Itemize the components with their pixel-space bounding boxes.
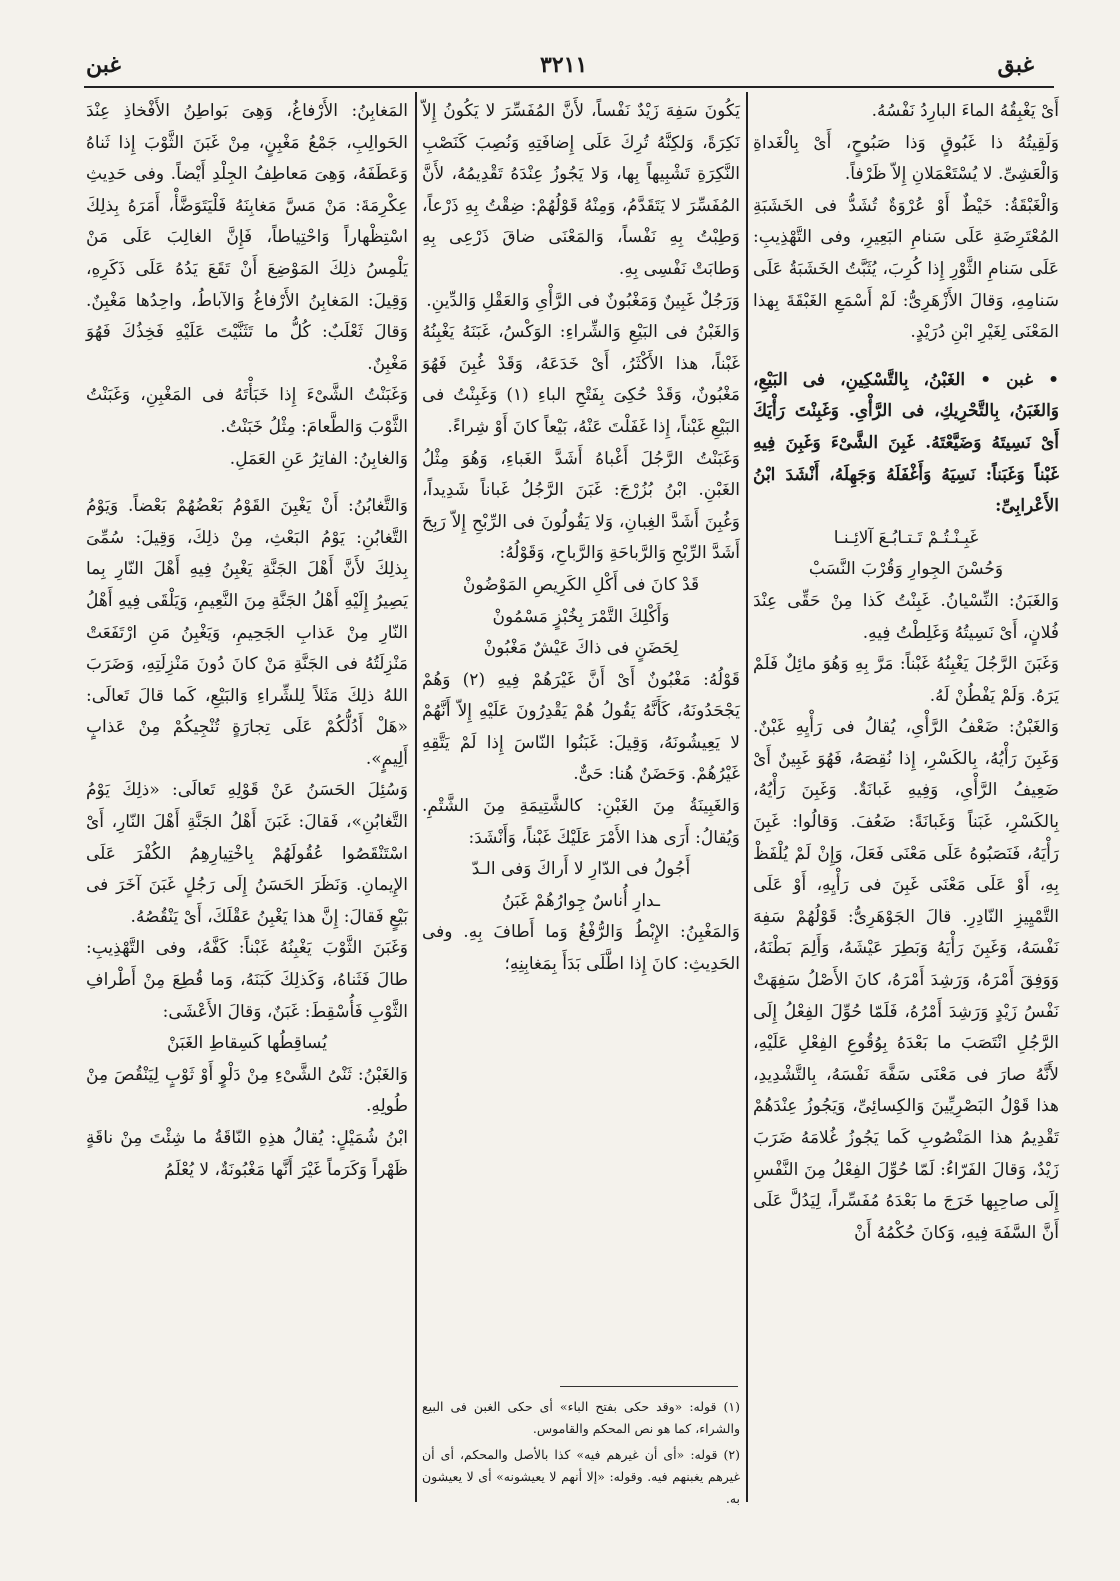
paragraph: المَغابِنُ: الأَرْفاغُ، وَهِىَ بَواطِنُ الأَفْخاذِ عِنْدَ الحَوالِبِ، جَمْعُ مَغْبِنٍ، مِنْ غَبَنَ الثَّوْبَ إِذا ثَناهُ وَعَطَفَهُ، وَهِىَ مَعاطِفُ الجِلْدِ أَيْضاً. وفى حَدِيثِ عِكْرِمَةَ: مَنْ مَسَّ مَغابِنَهُ فَلْيَتَوَضَّأْ، أَمَرَهُ بِذلِكَ اسْتِظْهاراً وَاحْتِياطاً، فَإِنَّ الغالِبَ عَلَى مَنْ يَلْمِسُ ذلِكَ المَوْضِعَ أَنْ تَقَعَ يَدُهُ عَلَى ذَكَرِهِ، وَقِيلَ: المَغابِنُ الأَرْفاغُ وَالآباطُ، واحِدُها مَغْبِنٌ. وَقالَ ثَعْلَبٌ: كُلُّ ما تَثَنَّيْتَ عَلَيْهِ فَخِذُكَ فَهُوَ مَغْبِنٌ. [86, 101, 408, 374]
page-number: ٣٢١١ [540, 52, 588, 78]
running-headword-left: غبن [86, 52, 121, 78]
column-divider [746, 92, 748, 1502]
paragraph: وَالغَبْنُ: ضَعْفُ الرَّأْىِ، يُقالُ فى رَأْيِهِ غَبْنٌ. وَغَبِنَ رَأْيُهُ، بِالكَسْرِ، إِذا نُقِصَهُ، فَهُوَ غَبِينٌ أَىْ ضَعِيفُ الرَّأْىِ، وَفِيهِ غَبانَةٌ. وَغَبِنَ رَأْيُهُ، بِالكَسْرِ، غَبَناً وَغَبانَةً: ضَعُفَ. وَقالُوا: غَبِنَ رَأْيَهُ، فَنَصَبُوهُ عَلَى مَعْنَى فَعَلَ، وَإِنْ لَمْ يُلْفَظْ بِهِ، أَوْ عَلَى مَعْنَى غَبِنَ فى رَأْيِهِ، أَوْ عَلَى التَّمْيِيزِ النّادِرِ. قالَ الجَوْهَرِىُّ: قَوْلُهُمْ سَفِهَ نَفْسَهُ، وَغَبِنَ رَأْيَهُ وَبَطِرَ عَيْشَهُ، وَأَلِمَ بَطْنَهُ، وَوَفِقَ أَمْرَهُ، وَرَشِدَ أَمْرَهُ، كانَ الأَصْلُ سَفِهَتْ نَفْسُ زَيْدٍ وَرَشِدَ أَمْرُهُ، فَلَمّا حُوِّلَ الفِعْلُ إِلَى الرَّجُلِ انْتَصَبَ ما بَعْدَهُ بِوُقُوعِ الفِعْلِ عَلَيْهِ، لأَنَّهُ صارَ فى مَعْنَى سَفَّهَ نَفْسَهُ، بِالتَّشْدِيدِ، هذا قَوْلُ البَصْرِيِّينَ وَالكِسائِىِّ، وَيَجُوزُ عِنْدَهُمْ تَقْدِيمُ هذا المَنْصُوبِ كَما يَجُوزُ غُلامَهُ ضَرَبَ زَيْدٌ، وَقالَ الفَرّاءُ: لَمّا حُوِّلَ الفِعْلُ مِنَ النَّفْسِ إِلَى صاحِبِها خَرَجَ ما بَعْدَهُ مُفَسِّراً، لِيَدُلَّ عَلَى أَنَّ السَّفَهَ فِيهِ، وَكانَ حُكْمُهُ أَنْ [753, 717, 1059, 1243]
paragraph: وَغَبَنَ الثَّوْبَ يَغْبِنُهُ غَبْناً: كَفَّهُ، وفى التَّهْذِيبِ: طالَ فَثَناهُ، وَكَذلِكَ كَبَنَهُ، وَما قُطِعَ مِنْ أَطْرافِ الثَّوْبِ فَأُسْقِطَ: غَبَنٌ، وَقالَ الأَعْشَى: [86, 938, 408, 1022]
paragraph: وَالغابِنُ: الفاتِرُ عَنِ العَمَلِ. [229, 448, 408, 469]
footnote: (١) قوله: «وقد حكى بفتح الباء» أى حكى الغبن فى البيع والشراء، كما هو نص المحكم والقاموس. [422, 1399, 740, 1436]
verse-line: يُساقِطُها كَسِقاطِ الغَبَنْ [167, 1033, 327, 1054]
paragraph: ابْنُ شُمَيْلٍ: يُقالُ هذِهِ النّاقَةُ ما شِئْتَ مِنْ ناقَةٍ ظَهْراً وَكَرَماً غَيْرَ أَنَّها مَغْبُونَةٌ، لا يُعْلَمُ [86, 1128, 408, 1180]
header-rule [84, 86, 1054, 88]
entry-paragraph: • غبن • الغَبْنُ، بِالتَّسْكِينِ، فى البَيْعِ، وَالغَبَنُ، بِالتَّحْرِيكِ، فى الرَّأْىِ. وَغَبِنْتَ رَأْيَكَ أَىْ نَسِيتَهُ وَضَيَّعْتَهُ. غَبِنَ الشَّىْءَ وَغَبِنَ فِيهِ غَبْناً وَغَبَناً: نَسِيَهُ وَأَغْفَلَهُ وَجَهِلَهُ، أَنْشَدَ ابْنُ الأَعْرابِىِّ: [753, 369, 1059, 517]
column-right [753, 96, 1059, 1249]
column-left [86, 96, 408, 1186]
column-divider [415, 92, 417, 1502]
verse-line: ـدارِ أُناسٌ جِوارُهُمْ غَبَنُ [502, 890, 660, 911]
paragraph: وَالغَبَنُ: النِّسْيانُ. غَبِنْتُ كَذا مِنْ حَقِّى عِنْدَ فُلانٍ، أَىْ نَسِيتُهُ وَغَلِطْتُ فِيهِ. [753, 590, 1059, 643]
footnote-rule [560, 1386, 738, 1387]
verse-line: وَحُسْنَ الجِوارِ وَقُرْبَ النَّسَبْ [808, 559, 1004, 580]
footnote: (٢) قوله: «أى أن غيرهم فيه» كذا بالأصل والمحكم، أى أن غيرهم يغبنهم فيه. وقوله: «إلا أنهم لا يعيشونه» أى لا يعيشون به. [422, 1447, 740, 1506]
paragraph: وَلَقِيتُهُ ذا غَبُوقٍ وَذا صَبُوحٍ، أَىْ بِالْغَداةِ وَالْعَشِىِّ. لا يُسْتَعْمَلانِ إِلاّ ظَرْفاً. [753, 132, 1059, 185]
page-header [0, 48, 1120, 88]
paragraph: وَالتَّغابُنُ: أَنْ يَغْبِنَ القَوْمُ بَعْضُهُمْ بَعْضاً. وَيَوْمُ التَّغابُنِ: يَوْمُ البَعْثِ، مِنْ ذلِكَ، وَقِيلَ: سُمِّىَ بِذلِكَ لأَنَّ أَهْلَ الجَنَّةِ يَغْبِنُ فِيهِ أَهْلَ النّارِ بِما يَصِيرُ إِلَيْهِ أَهْلُ الجَنَّةِ مِنَ النَّعِيمِ، وَيَلْقَى فِيهِ أَهْلُ النّارِ مِنْ عَذابِ الجَحِيمِ، وَيَغْبِنُ مَنِ ارْتَفَعَتْ مَنْزِلَتُهُ فى الجَنَّةِ مَنْ كانَ دُونَ مَنْزِلَتِهِ، وَضَرَبَ اللهُ ذلِكَ مَثَلاً لِلشِّراءِ وَالبَيْعِ، كَما قالَ تَعالَى: «هَلْ أَدُلُّكُمْ عَلَى تِجارَةٍ تُنْجِيكُمْ مِنْ عَذابٍ أَلِيمٍ». [86, 496, 408, 769]
running-headword-right: غبق [997, 52, 1034, 78]
verse-line: وَأَكْلِكَ التَّمْرَ بِخُبْزٍ مَسْمُونْ [492, 606, 670, 627]
paragraph: وَالغَبْنُ: ثَنْىُ الشَّىْءِ مِنْ دَلْوٍ أَوْ ثَوْبٍ لِيَنْقُصَ مِنْ طُولِهِ. [86, 1064, 408, 1117]
paragraph: وَغَبَنْتُ الشَّىْءَ إِذا خَبَأْتَهُ فى المَغْبِنِ، وَغَبَنْتُ الثَّوْبَ وَالطَّعامَ: مِثْلُ خَبَنْتُ. [86, 385, 408, 437]
spacer [753, 349, 1059, 365]
paragraph: أَىْ يَغْبِقُهُ الماءَ البارِدُ نَفْسُهُ. [871, 101, 1059, 121]
verse-line: قَدْ كانَ فى أَكْلِ الكَرِيصِ المَوْضُونْ [462, 574, 700, 595]
verse-line: لِحَضَنٍ فى ذاكَ عَيْشٌ مَغْبُونْ [483, 638, 679, 659]
paragraph: وَرَجُلٌ غَبِينٌ وَمَغْبُونٌ فى الرَّأْىِ وَالعَقْلِ وَالدِّينِ. [426, 290, 740, 311]
footnotes [422, 1396, 740, 1514]
column-middle [422, 96, 740, 981]
paragraph: وَالغَبِينَةُ مِنَ الغَبْنِ: كالشَّتِيمَةِ مِنَ الشَّتْمِ. وَيُقالُ: أَرَى هذا الأَمْرَ عَلَيْكَ غَبْناً، وَأَنْشَدَ: [422, 796, 740, 848]
verse-line: أَجُولُ فى الدّارِ لا أَراكَ وَفى الـدّ [471, 859, 691, 880]
paragraph: يَكُونَ سَفِهَ زَيْدٌ نَفْساً، لأَنَّ المُفَسِّرَ لا يَكُونُ إِلاّ نَكِرَةً، وَلكِنَّهُ تُرِكَ عَلَى إِضافَتِهِ وَنُصِبَ كَنَصْبِ النَّكِرَةِ تَشْبِيهاً بِها، وَلا يَجُوزُ عِنْدَهُ تَقْدِيمُهُ، لأَنَّ المُفَسِّرَ لا يَتَقَدَّمُ، وَمِنْهُ قَوْلُهُمْ: ضِقْتُ بِهِ ذَرْعاً، وَطِبْتُ بِهِ نَفْساً، وَالمَعْنَى ضاقَ ذَرْعِى بِهِ وَطابَتْ نَفْسِى بِهِ. [422, 101, 740, 279]
spacer [86, 475, 408, 491]
verse-line: غَبِـنْـتُـمْ تَـتـابُـعَ آلائِـنـا [833, 527, 979, 548]
paragraph: وَغَبَنَ الرَّجُلَ يَغْبِنُهُ غَبْناً: مَرَّ بِهِ وَهُوَ مائِلٌ فَلَمْ يَرَهُ. وَلَمْ يَفْطُنْ لَهُ. [753, 654, 1059, 706]
paragraph: قَوْلُهُ: مَغْبُونٌ أَىْ أَنَّ غَيْرَهُمْ فِيهِ (٢) وَهُمْ يَجْحَدُونَهُ، كَأَنَّهُ يَقُولُ هُمْ يَقْدِرُونَ عَلَيْهِ إِلاّ أَنَّهُمْ لا يَعِيشُونَهُ، وَقِيلَ: غَبَنُوا النّاسَ إِذا لَمْ يَتَّقِهِ غَيْرُهُمْ. وَحَضَنٌ هُنا: حَىٌّ. [422, 669, 740, 785]
paragraph: وَالغَبْنُ فى البَيْعِ وَالشِّراءِ: الوَكْسُ، غَبَنَهُ يَغْبِنُهُ غَبْناً، هذا الأَكْثَرُ، أَىْ خَدَعَهُ، وَقَدْ غُبِنَ فَهُوَ مَغْبُونٌ، وَقَدْ حُكِىَ بِفَتْحِ الباءِ (١) وَغَبِنْتُ فى البَيْعِ غَبْناً، إِذا غَفَلْتَ عَنْهُ، بَيْعاً كانَ أَوْ شِراءً. [422, 322, 741, 437]
paragraph: وَالْغَبْقَةُ: خَيْطٌ أَوْ عُرْوَةٌ تُشَدُّ فى الخَشَبَةِ المُعْتَرِضَةِ عَلَى سَنامِ البَعِيرِ، وفى التَّهْذِيبِ: عَلَى سَنامِ الثَّوْرِ إِذا كُرِبَ، يُثَبَّتُ الخَشَبَةُ عَلَى سَنامِهِ، وَقالَ الأَزْهَرِىُّ: لَمْ أَسْمَعِ الغَبْقَةَ بِهذا المَعْنَى لِغَيْرِ ابْنِ دُرَيْدٍ. [753, 195, 1059, 343]
paragraph: وَسُئِلَ الحَسَنُ عَنْ قَوْلِهِ تَعالَى: «ذلِكَ يَوْمُ التَّغابُنِ»، فَقالَ: غَبَنَ أَهْلُ الجَنَّةِ أَهْلَ النّارِ، أَىْ اسْتَنْقَصُوا عُقُولَهُمْ بِاخْتِيارِهِمُ الكُفْرَ عَلَى الإِيمانِ. وَنَظَرَ الحَسَنُ إِلَى رَجُلٍ غَبَنَ آخَرَ فى بَيْعٍ فَقالَ: إِنَّ هذا يَغْبِنُ عَقْلَكَ، أَىْ يَنْقُصُهُ. [86, 780, 408, 927]
paragraph: وَالمَغْبِنُ: الإِبْطُ وَالرُّفْغُ وَما أَطافَ بِهِ. وفى الحَدِيثِ: كانَ إِذا اطَّلَى بَدَأَ بِمَغابِنِهِ؛ [422, 922, 740, 975]
paragraph: وَغَبَنْتُ الرَّجُلَ أَغْباهُ أَشَدَّ الغَباءِ، وَهُوَ مِثْلُ الغَبْنِ. ابْنُ بُزُرْجَ: غَبَنَ الرَّجُلُ غَباناً شَدِيداً، وَغُبِنَ أَشَدَّ الغِبانِ، وَلا يَقُولُونَ فى الرِّبْحِ إِلاّ رَبِحَ أَشَدَّ الرِّبْحِ وَالرَّباحَةِ وَالرَّباحِ، وَقَوْلُهُ: [422, 448, 740, 564]
